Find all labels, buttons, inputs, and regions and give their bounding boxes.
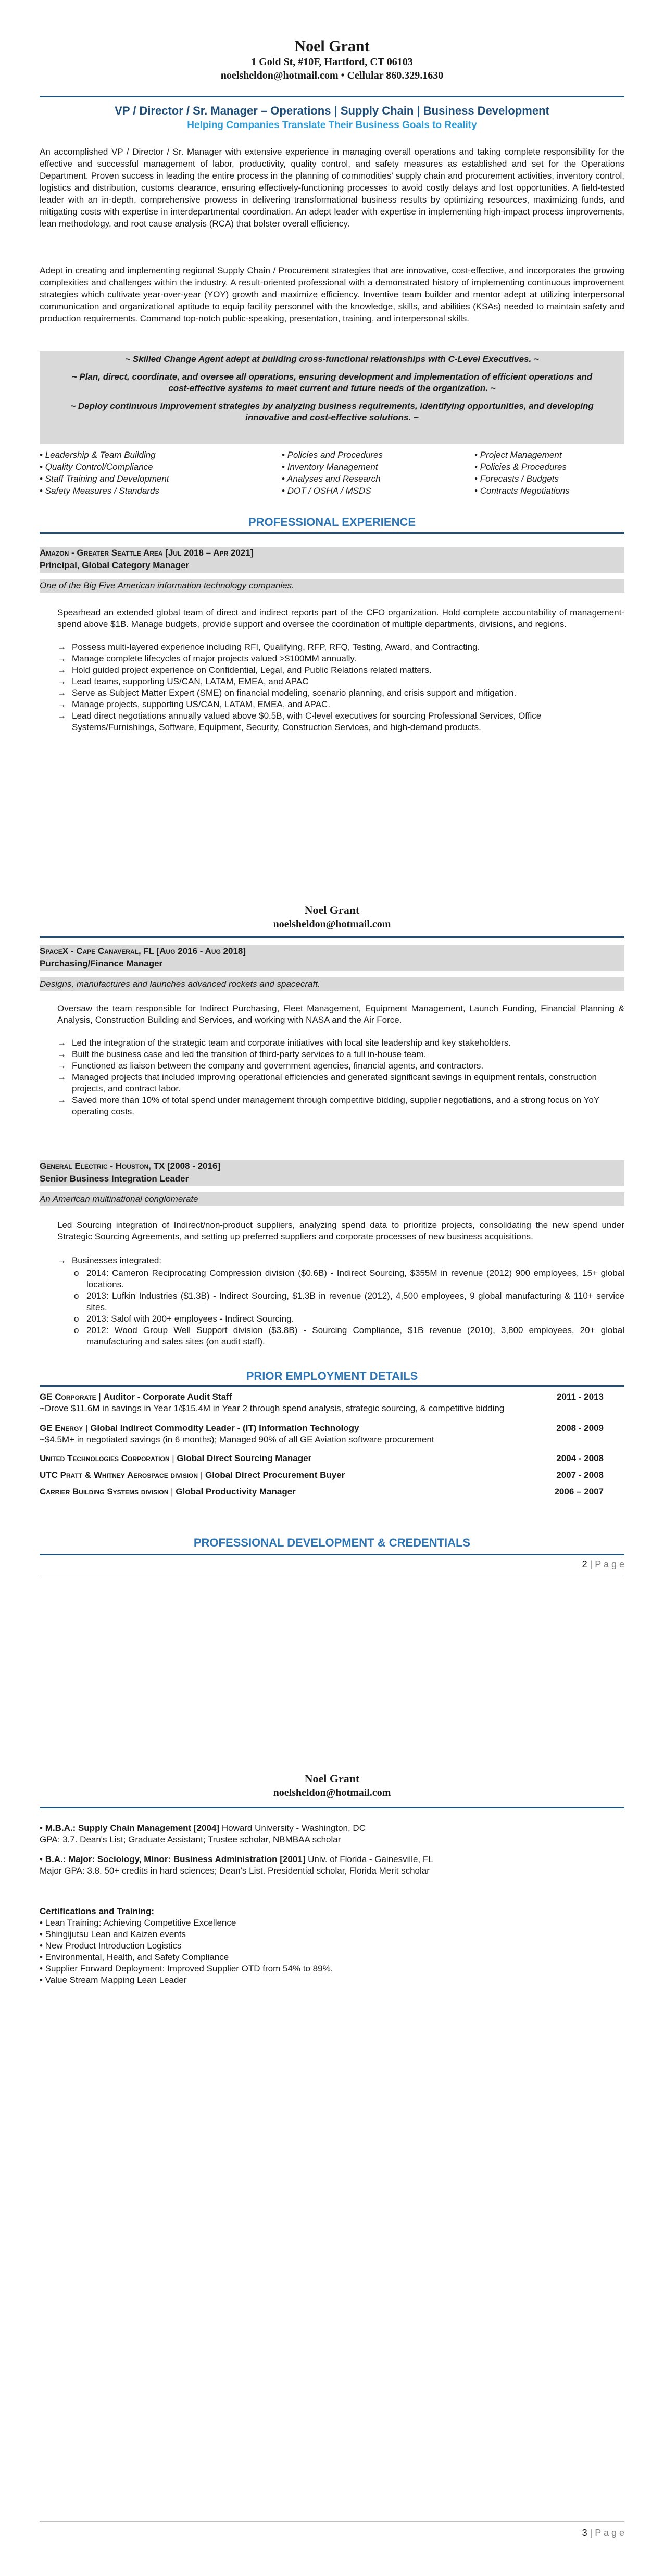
skills-column-3 [474,449,570,497]
page-3-header-rule [40,1807,624,1808]
prior-company: United Technologies Corporation [40,1453,170,1463]
skill-item: • Leadership & Team Building [40,450,156,460]
integration-item: o 2014: Cameron Reciprocating Compression division ($0.6B) - Indirect Sourcing, $355M in revenue (2012) 900 employees, 15+ global locations. [74,1268,624,1289]
skill-item: • Policies and Procedures [282,450,383,460]
skill-item: • Forecasts / Budgets [474,474,559,484]
job-bullet: → Serve as Subject Matter Expert (SME) on financial modeling, scenario planning, and crisis support and mitigation. [57,687,624,699]
job-bullet: → Manage complete lifecycles of major projects valued >$100MM annually. [57,653,624,664]
skill-item: • Quality Control/Compliance [40,462,153,472]
prior-dates: 2004 - 2008 [556,1453,604,1463]
certification-item: • Lean Training: Achieving Competitive Excellence [40,1918,236,1928]
prior-row-ge-corporate: GE Corporate | Auditor - Corporate Audit Staff 2011 - 2013 ~Drove $11.6M in savings in Year 1/$15.4M in Year 2 through spend analysis, strategic sourcing, & competitive bidding [40,1391,624,1414]
job-bullet: → Manage projects, supporting US/CAN, LATAM, EMEA, and APAC. [57,699,624,710]
degree: M.B.A.: Supply Chain Management [2004] [45,1823,220,1833]
page-3-header [40,1771,624,1800]
skills-column-1 [40,449,169,497]
prior-employment-rule [40,1385,624,1387]
prior-note: ~Drove $11.6M in savings in Year 1/$15.4M in Year 2 through spend analysis, strategic sourcing, & competitive bidding [40,1403,505,1413]
job-role: Senior Business Integration Leader [40,1174,189,1184]
development-rule [40,1554,624,1555]
prior-company: GE Energy [40,1423,83,1433]
prior-title: Global Direct Procurement Buyer [205,1470,345,1480]
summary-paragraph-2: Adept in creating and implementing regional Supply Chain / Procurement strategies that are innovative, cost-effective, and incorporates the growing complexities and challenges within the industry. A result-oriented professional with a demonstrated history of implementing continuous improvement strategies which cultivate year-over-year (YOY) growth and maximize efficiency. Inventive team builder and mentor adept at utilizing interpersonal communication and organizational aptitude to equip facility personnel with the knowledge, skills, and abilities (KSAs) needed to maintain safety and production requirements. Command top-notch public-speaking, presentation, training, and interpersonal skills. [40,266,624,323]
job-company: General Electric - Houston, TX [2008 - 2016] [40,1161,221,1171]
header-rule [40,96,624,97]
highlight-1: ~ Skilled Change Agent adept at building cross-functional relationships with C-Level Executives. ~ [125,354,539,364]
page-number: 3 | P a g e [582,2528,624,2538]
job-description: One of the Big Five American information technology companies. [40,579,624,593]
experience-heading: PROFESSIONAL EXPERIENCE [248,516,416,529]
ge-integrations-list [57,1267,624,1348]
prior-dates: 2006 – 2007 [554,1487,604,1497]
skill-item: • Inventory Management [282,462,378,472]
highlight-3: ~ Deploy continuous improvement strategies by analyzing business requirements, identifying opportunities, and developing innovative and cost-effective solutions. ~ [70,401,594,422]
headline-tagline: Helping Companies Translate Their Business Goals to Reality [187,120,477,131]
highlight-2: ~ Plan, direct, coordinate, and oversee all operations, ensuring development and implementation of efficient operations and cost-effective systems to meet current and future needs of the organization. ~ [71,372,593,393]
job-company: Amazon - Greater Seattle Area [Jul 2018 – Apr 2021] [40,548,254,558]
prior-title: Auditor - Corporate Audit Staff [103,1392,232,1402]
school: Howard University - Washington, DC [221,1823,366,1833]
job-company: SpaceX - Cape Canaveral, FL [Aug 2016 - Aug 2018] [40,946,246,956]
certification-item: • Supplier Forward Deployment: Improved Supplier OTD from 54% to 89%. [40,1964,333,1974]
skills-column-2 [282,449,383,497]
contact-line: noelsheldon@hotmail.com • Cellular 860.329.1630 [220,70,444,81]
job-bullet: → Possess multi-layered experience including RFI, Qualifying, RFP, RFQ, Testing, Award, and Contracting. [57,642,624,653]
education-mba: • M.B.A.: Supply Chain Management [2004] Howard University - Washington, DC GPA: 3.7. Dean's List; Graduate Assistant; Trustee scholar, NBMBAA scholar [40,1823,624,1845]
page-2-header-rule [40,936,624,938]
skill-item: • Contracts Negotiations [474,486,570,496]
headline-title: VP / Director / Sr. Manager – Operations | Supply Chain | Business Development [115,104,549,117]
highlights-box [40,351,624,444]
development-heading: PROFESSIONAL DEVELOPMENT & CREDENTIALS [193,1536,471,1549]
education-ba: • B.A.: Major: Sociology, Minor: Business Administration [2001] Univ. of Florida - Gainesville, FL Major GPA: 3.8. 50+ credits in hard sciences; Dean's List. Presidential scholar, Florida Merit scholar [40,1854,624,1877]
skill-item: • Project Management [474,450,562,460]
integration-item: o 2013: Lufkin Industries ($1.3B) - Indirect Sourcing, $1.3B in revenue (2012), 4,500 employees, 9 global manufacturing & 110+ service sites. [74,1291,624,1312]
job-bullets-spacex [57,1037,624,1117]
page-1 [0,0,664,844]
page-3 [0,1703,664,2576]
job-bullet: → Businesses integrated: [57,1255,624,1266]
education-detail: Major GPA: 3.8. 50+ credits in hard sciences; Dean's List. Presidential scholar, Florida Merit scholar [40,1866,430,1876]
prior-dates: 2007 - 2008 [556,1470,604,1480]
page-3-footer-rule [40,2521,624,2522]
candidate-name: Noel Grant [294,37,370,55]
job-bullet: → Built the business case and led the transition of third-party services to a full in-house team. [57,1049,624,1060]
job-role: Principal, Global Category Manager [40,560,190,570]
prior-title: Global Direct Sourcing Manager [177,1453,312,1463]
job-bullet: → Saved more than 10% of total spend under management through competitive bidding, supplier negotiations, and a strong focus on YoY operating costs. [57,1095,624,1117]
job-description: Designs, manufactures and launches advanced rockets and spacecraft. [40,977,624,991]
prior-title: Global Indirect Commodity Leader - (IT) Information Technology [90,1423,359,1433]
certification-item: • Value Stream Mapping Lean Leader [40,1975,187,1985]
candidate-name: Noel Grant [304,1772,360,1785]
certification-item: • New Product Introduction Logistics [40,1941,182,1951]
job-bullets-ge [57,1255,624,1266]
skill-item: • Staff Training and Development [40,474,169,484]
job-header-amazon [40,547,624,573]
address: 1 Gold St, #10F, Hartford, CT 06103 [251,56,413,68]
prior-row-utc: United Technologies Corporation | Global Direct Sourcing Manager 2004 - 2008 [40,1453,604,1463]
job-header-ge [40,1160,624,1186]
skill-item: • Analyses and Research [282,474,381,484]
prior-company: Carrier Building Systems division [40,1487,169,1497]
candidate-name: Noel Grant [304,903,360,916]
degree: B.A.: Major: Sociology, Minor: Business Administration [2001] [45,1854,306,1864]
prior-employment-heading: PRIOR EMPLOYMENT DETAILS [246,1369,418,1383]
prior-row-carrier: Carrier Building Systems division | Global Productivity Manager 2006 – 2007 [40,1487,604,1497]
email: noelsheldon@hotmail.com [273,919,391,930]
job-bullets-amazon [57,642,624,733]
page-number: 2 | P a g e [582,1559,624,1569]
integration-item: o 2012: Wood Group Well Support division ($3.8B) - Sourcing Compliance, $1B revenue (2010), 3,800 employees, 20+ global manufacturing and sales sites (on audit staff). [74,1325,624,1347]
page-2-header [40,903,624,931]
prior-row-pratt-whitney: UTC Pratt & Whitney Aerospace division | Global Direct Procurement Buyer 2007 - 2008 [40,1470,604,1480]
job-bullet: → Lead direct negotiations annually valued above $0.5B, with C-level executives for sourcing Professional Services, Office Systems/Furnishings, Software, Equipment, Security, Construction Services, and high-demand products. [57,710,624,733]
certifications [40,1906,624,1986]
prior-row-ge-energy: GE Energy | Global Indirect Commodity Leader - (IT) Information Technology 2008 - 2009 ~$4.5M+ in negotiated savings (in 6 months); Managed 90% of all GE Aviation software procurement [40,1423,624,1446]
headline [40,103,624,132]
integration-item: o 2013: Salof with 200+ employees - Indirect Sourcing. [74,1314,294,1324]
education-detail: GPA: 3.7. Dean's List; Graduate Assistant; Trustee scholar, NBMBAA scholar [40,1834,341,1844]
prior-company: UTC Pratt & Whitney Aerospace division [40,1470,198,1480]
job-bullet: → Hold guided project experience on Confidential, Legal, and Public Relations related matters. [57,664,624,676]
skill-item: • Policies & Procedures [474,462,567,472]
experience-rule [40,532,624,534]
job-bullet: → Managed projects that included improving operational efficiencies and generated significant savings in equipment rentals, construction projects, and contract labor. [57,1072,624,1095]
school: Univ. of Florida - Gainesville, FL [308,1854,433,1864]
job-intro: Spearhead an extended global team of direct and indirect reports part of the CFO organization. Hold complete accountability of management-spend above $1B. Manage budgets, provide support and oversee the coordination of multiple departments, divisions, and regions. [57,608,624,629]
summary-paragraph-1: An accomplished VP / Director / Sr. Manager with extensive experience in managing overall operations and taking complete responsibility for the effective and successful management of labor, productivity, quality control, and safety measures as established and set for the Operations Department. Proven success in leading the entire process in the planning of commodities' supply chain and procurement activities, inventory control, logistics and distribution, customs clearance, ensuring effectively-functioning processes to avoid costly delays and lost opportunities. A field-tested leader with an in-depth, comprehensive prowess in delivering transformational business results by optimizing resources, maximizing funds, and mitigating costs with expertise in interdepartmental coordination. An adept leader with expertise in implementing high-impact process improvements, lean methodology, and root cause analysis (RCA) that bolster overall efficiency. [40,147,624,229]
skill-item: • DOT / OSHA / MSDS [282,486,371,496]
job-intro: Led Sourcing integration of Indirect/non-product suppliers, analyzing spend data to prioritize projects, consolidating the new spend under Strategic Sourcing Agreements, and setting up preferred suppliers and corporate processes of new business acquisitions. [57,1220,624,1241]
job-description: An American multinational conglomerate [40,1192,624,1206]
certifications-heading: Certifications and Training: [40,1906,155,1916]
prior-company: GE Corporate [40,1392,96,1402]
prior-dates: 2011 - 2013 [557,1392,604,1402]
certification-item: • Environmental, Health, and Safety Compliance [40,1952,229,1962]
prior-title: Global Productivity Manager [176,1487,296,1497]
job-header-spacex [40,945,624,971]
job-intro: Oversaw the team responsible for Indirect Purchasing, Fleet Management, Equipment Management, Launch Funding, Financial Planning & Analysis, Construction Building and Services, and working with NASA and the Air Force. [57,1003,624,1025]
certification-item: • Shingijutsu Lean and Kaizen events [40,1929,186,1939]
email: noelsheldon@hotmail.com [273,1787,391,1799]
skills-grid [40,449,624,501]
skill-item: • Safety Measures / Standards [40,486,159,496]
page-2 [0,844,664,1703]
job-bullet: → Lead teams, supporting US/CAN, LATAM, EMEA, and APAC [57,676,624,687]
resume-header [40,37,624,82]
job-bullet: → Led the integration of the strategic team and corporate initiatives with local site leadership and key stakeholders. [57,1037,624,1049]
prior-note: ~$4.5M+ in negotiated savings (in 6 months); Managed 90% of all GE Aviation software procurement [40,1435,434,1444]
job-bullet: → Functioned as liaison between the company and government agencies, financial agents, and contractors. [57,1060,624,1072]
job-role: Purchasing/Finance Manager [40,959,163,969]
prior-dates: 2008 - 2009 [556,1423,604,1433]
